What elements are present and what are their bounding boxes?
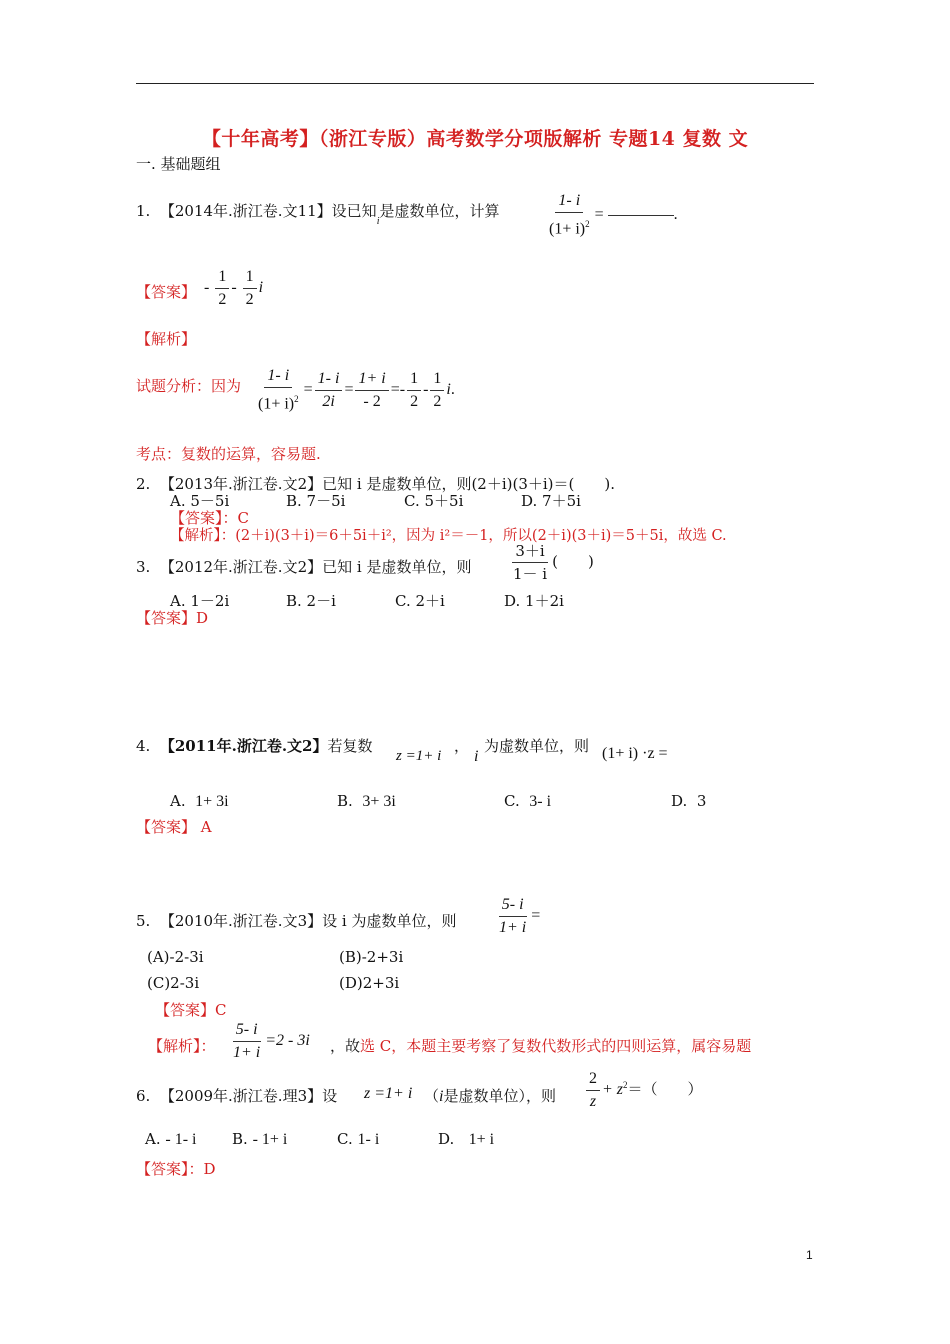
q6-z-expr: z =1+ i [364,1085,413,1102]
q5-answer: 【答案】C [155,1001,227,1019]
q3-option-c: C. 2＋i [395,592,445,610]
question-6: 6. 【2009年.浙江卷.理3】设 [136,1087,338,1105]
q2-option-d: D. 7＋5i [521,492,581,510]
section-heading: 一. 基础题组 [136,155,221,173]
q1-solution-text: 试题分析：因为 [136,377,242,395]
q6-answer: 【答案】：D [136,1160,216,1178]
q6-option-b: B. - 1+ i [232,1130,288,1148]
q6-expression: $\frac{2}{z}$ + $z^2=$（ ） [584,1070,703,1111]
q1-note: 考点：复数的运算，容易题. [136,445,321,463]
page-title: 【十年高考】（浙江专版）高考数学分项版解析 专题14 复数 文 [201,128,749,150]
question-1: 1. 【2014年.浙江卷.文11】设已知$_i$是虚数单位，计算 [136,202,500,227]
q4-comma: ， [454,737,470,755]
q3-option-b: B. 2－i [286,592,336,610]
q3-answer: 【答案】D [136,609,209,627]
q5-fraction-expr: $\frac{5- i}{1+ i}$ = [499,896,541,936]
q5-option-d: (D)2+3i [339,974,400,992]
q1-analysis-label: 【解析】 [136,330,197,348]
q6-text: （i是虚数单位），则 [424,1087,556,1105]
q3-option-a: A. 1－2i [170,592,230,610]
q6-option-d: D. 1+ i [438,1130,495,1148]
q4-z-expr: z =1+ i [396,748,442,764]
q2-option-b: B. 7－5i [286,492,346,510]
q3-option-d: D. 1＋2i [504,592,564,610]
q5-analysis-math: $\frac{5- i}{1+ i}$ =2 - 3i [233,1021,310,1061]
q4-option-a: A. 1+ 3i [170,792,229,810]
q4-expr: (1+ i) ·z = [602,745,668,762]
q1-expression: $\frac{1- i}{(1+ i)^2}$ = . [544,192,678,238]
q5-analysis-text: ，故选 C，本题主要考察了复数代数形式的四则运算，属容易题 [330,1037,752,1055]
q4-i-var: i [474,748,479,765]
q5-option-c: (C)2-3i [147,974,200,992]
header-rule [136,83,814,84]
q3-fraction-expr: $\frac{3+i}{1- i}$ ( ) [513,542,594,583]
q5-option-b: (B)-2+3i [339,948,404,966]
q2-option-a: A. 5－5i [170,492,230,510]
q4-option-b: B. 3+ 3i [337,792,396,810]
question-3: 3. 【2012年.浙江卷.文2】已知 i 是虚数单位，则 [136,558,472,576]
q6-option-c: C. 1- i [337,1130,380,1148]
q4-text: 为虚数单位，则 [484,737,590,755]
q1-fraction: $\frac{1- i}{(1+ i)^2}$ [549,192,590,238]
question-5: 5. 【2010年.浙江卷.文3】设 i 为虚数单位，则 [136,912,457,930]
q1-answer-label: 【答案】 [136,283,197,301]
q1-answer: - $\frac{1}{2}$ - $\frac{1}{2}$ i [204,268,264,308]
q2-analysis: 【解析】：(2＋i)(3＋i)＝6＋5i＋i²，因为 i²＝－1，所以(2＋i)(3＋i)＝5＋5i，故选 C. [170,528,727,544]
page-number: 1 [806,1248,813,1262]
answer-blank [608,215,674,216]
question-4: 4. 【2011年.浙江卷.文2】若复数 [136,737,373,755]
q5-option-a: (A)-2-3i [147,948,204,966]
question-2: 2. 【2013年.浙江卷.文2】已知 i 是虚数单位，则(2＋i)(3＋i)＝( ). [136,475,616,493]
q4-answer: 【答案】 A [136,818,212,836]
q2-answer: 【答案】：C [170,509,249,527]
q4-option-c: C. 3- i [504,792,552,810]
q1-solution-math: $\frac{1- i}{(1+ i)^2}$ = $\frac{1- i}{2i}$ = $\frac{1+ i}{- 2}$ =- $\frac{1}{2}$ - $\frac{1}{2}$ i. [258,367,455,413]
q5-analysis-label: 【解析】： [148,1037,216,1055]
q6-option-a: A. - 1- i [145,1130,197,1148]
q4-option-d: D. 3 [671,792,707,810]
q2-option-c: C. 5＋5i [404,492,464,510]
